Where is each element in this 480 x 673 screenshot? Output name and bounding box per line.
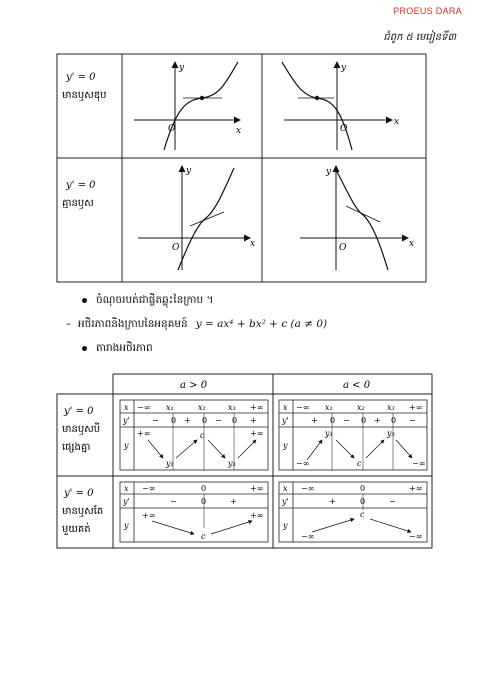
sign: − (170, 497, 177, 506)
graphs-table (0, 0, 480, 290)
tangent-line (346, 206, 380, 222)
y-val: +∞ (250, 511, 264, 520)
bullet-item-variation-table (82, 342, 153, 357)
y-val: +∞ (142, 511, 156, 520)
x-symbol: x (283, 403, 288, 412)
y-val: −∞ (409, 532, 423, 541)
arrow-up (366, 440, 384, 458)
row2-line2: មួយគត់ (62, 524, 91, 535)
zero: 0 (171, 416, 177, 425)
bullet-text: តារាងអថិរភាព (96, 342, 153, 354)
y-val: −∞ (301, 532, 315, 541)
x-axis-label: x (394, 117, 400, 127)
dash-marker: – (66, 318, 78, 330)
section-heading-quartic (66, 318, 327, 333)
col-header-a-negative: a < 0 (343, 380, 371, 391)
y-val: +∞ (137, 429, 151, 438)
y-val: y₁ (325, 429, 333, 438)
y-val: c (357, 459, 362, 468)
origin-label: O (340, 124, 348, 134)
x-axis-label: x (409, 239, 415, 249)
x-symbol: x (124, 403, 129, 412)
y-axis-label: y (326, 167, 332, 177)
arrow-down (148, 440, 163, 458)
inflection-point (315, 96, 319, 100)
author-name: PROEUS DARA (393, 6, 462, 16)
y-val: y₃ (228, 459, 236, 468)
y-val: y₁ (166, 459, 174, 468)
arrow-up (307, 440, 322, 460)
dy-symbol: y' (282, 416, 289, 425)
arrow-up (238, 440, 256, 458)
zero: 0 (361, 416, 367, 425)
arrow-down (370, 519, 411, 532)
inflection-point (200, 96, 204, 100)
y-axis-label: y (341, 63, 347, 73)
zero: 0 (201, 497, 207, 506)
graphs-row2-description: គ្មានឫស (62, 198, 94, 209)
r2-neg-content (301, 484, 422, 541)
row2-line1: មានឫសតែ (62, 506, 104, 517)
row1-line2: ផ្សេងគ្នា (62, 442, 91, 453)
graph-increasing-inflection (134, 62, 241, 150)
sign: + (311, 416, 318, 425)
sign: + (250, 416, 257, 425)
arrow-up (176, 440, 197, 458)
x-val: +∞ (250, 484, 264, 493)
zero: 0 (391, 416, 397, 425)
graphs-table-border (57, 54, 426, 282)
quartic-formula: y = ax⁴ + bx² + c (a ≠ 0) (195, 318, 328, 330)
x-val: 0 (201, 484, 207, 493)
graphs-row2-condition: y' = 0 (66, 180, 96, 191)
zero: 0 (202, 416, 208, 425)
zero: 0 (360, 497, 366, 506)
sign: − (389, 497, 396, 506)
y-symbol: y (124, 521, 129, 530)
x-val: x₂ (357, 403, 365, 412)
y-val: +∞ (250, 429, 264, 438)
x-val: −∞ (301, 484, 315, 493)
sign: + (230, 497, 237, 506)
curve (282, 62, 352, 150)
col-header-a-positive: a > 0 (180, 380, 208, 391)
sign: − (215, 416, 222, 425)
sign: − (409, 416, 416, 425)
y-symbol: y (283, 521, 288, 530)
arrow-down (208, 440, 225, 458)
arrow-up (312, 519, 354, 532)
sign: − (343, 416, 350, 425)
sign: + (329, 497, 336, 506)
graph-decreasing-no-root (300, 166, 414, 270)
y-val: c (201, 532, 206, 541)
arrow-down (336, 440, 354, 458)
y-val: −∞ (296, 459, 310, 468)
origin-label: O (339, 243, 347, 253)
graphs-row1-condition: y' = 0 (66, 72, 96, 83)
curve (336, 170, 388, 270)
row1-condition: y' = 0 (64, 406, 94, 417)
sign: − (152, 416, 159, 425)
zero: 0 (330, 416, 336, 425)
bullet-dot (82, 298, 87, 303)
sign: + (374, 416, 381, 425)
y-axis-label: y (179, 63, 185, 73)
y-symbol: y (283, 441, 288, 450)
dy-symbol: y' (282, 497, 289, 506)
x-val: −∞ (296, 403, 310, 412)
x-symbol: x (283, 484, 288, 493)
graph-increasing-no-root (138, 166, 255, 270)
r2-pos-content (142, 484, 263, 541)
x-val: x₁ (166, 403, 174, 412)
x-val: x₃ (387, 403, 395, 412)
arrow-down (396, 440, 412, 458)
x-val: −∞ (142, 484, 156, 493)
arrow-up (211, 521, 252, 534)
bullet-item-symmetry (82, 294, 213, 309)
bullet-dot (82, 346, 87, 351)
y-val: −∞ (412, 459, 426, 468)
x-val: +∞ (409, 403, 423, 412)
row2-condition: y' = 0 (64, 488, 94, 499)
y-axis-label: y (186, 166, 192, 176)
sign: + (184, 416, 191, 425)
x-val: +∞ (250, 403, 264, 412)
dy-symbol: y' (123, 497, 130, 506)
x-val: x₃ (228, 403, 236, 412)
x-axis-label: x (250, 239, 256, 249)
dy-symbol: y' (123, 416, 130, 425)
graphs-row1-description: មានឫសឌុប (62, 90, 107, 101)
bullet-text: ចំណុចរបត់ជាផ្ចិតឆ្លុះនៃក្រាប ។ (96, 294, 214, 306)
arrow-down (152, 521, 194, 534)
graph-decreasing-inflection (282, 62, 399, 150)
tangent-line (190, 212, 224, 226)
y-val: y₃ (387, 429, 395, 438)
x-val: x₁ (325, 403, 333, 412)
x-symbol: x (124, 484, 129, 493)
x-val: 0 (360, 484, 366, 493)
x-val: −∞ (137, 403, 151, 412)
origin-label: O (168, 124, 176, 134)
zero: 0 (232, 416, 238, 425)
x-val: +∞ (409, 484, 423, 493)
x-axis-label: x (236, 126, 242, 136)
y-val: c (200, 431, 205, 440)
variation-table (0, 368, 480, 568)
chapter-title: ជំពូក ៥ មេរៀនទី៣ (383, 32, 456, 43)
origin-label: O (172, 243, 180, 253)
section-heading-text: អថិរភាពនិងក្រាបនៃអនុគមន៍ (77, 318, 188, 330)
y-val: c (360, 510, 365, 519)
y-symbol: y (124, 441, 129, 450)
x-val: x₂ (198, 403, 206, 412)
row1-line1: មានឫសបី (62, 424, 101, 435)
